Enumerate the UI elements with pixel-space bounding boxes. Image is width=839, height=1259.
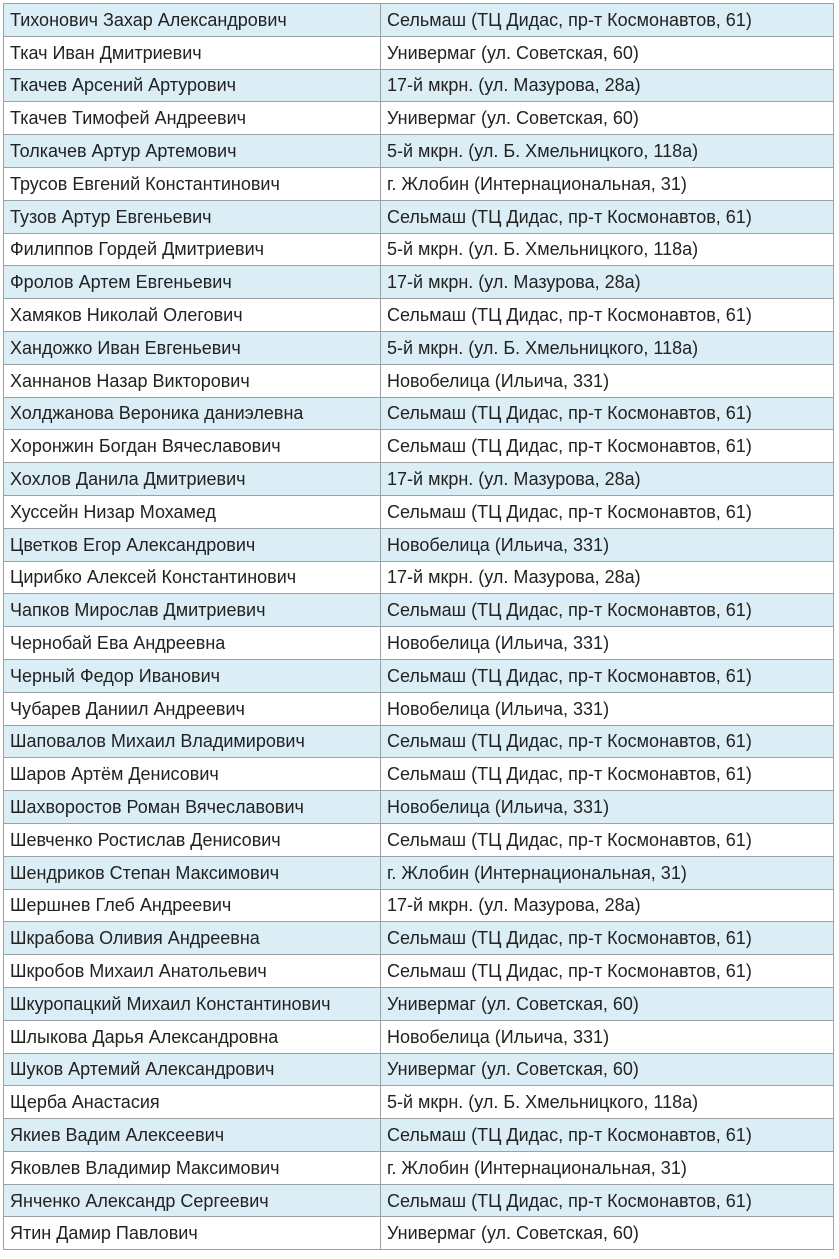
- student-name-cell: Шаповалов Михаил Владимирович: [4, 725, 381, 758]
- table-row: [4, 69, 834, 102]
- location-cell: Универмаг (ул. Советская, 60): [381, 1053, 834, 1086]
- location-cell: 17-й мкрн. (ул. Мазурова, 28а): [381, 463, 834, 496]
- table-row: [4, 561, 834, 594]
- student-name-cell: Ханнанов Назар Викторович: [4, 364, 381, 397]
- table-row: [4, 528, 834, 561]
- student-name-cell: Шуков Артемий Александрович: [4, 1053, 381, 1086]
- student-name-cell: Чубарев Даниил Андреевич: [4, 692, 381, 725]
- location-cell: г. Жлобин (Интернациональная, 31): [381, 856, 834, 889]
- student-name-cell: Шкробов Михаил Анатольевич: [4, 955, 381, 988]
- table-row: [4, 331, 834, 364]
- student-name-cell: Трусов Евгений Константинович: [4, 167, 381, 200]
- student-name-cell: Ткачев Тимофей Андреевич: [4, 102, 381, 135]
- location-cell: Новобелица (Ильича, 331): [381, 1020, 834, 1053]
- table-row: [4, 823, 834, 856]
- student-name-cell: Шкуропацкий Михаил Константинович: [4, 987, 381, 1020]
- location-cell: Универмаг (ул. Советская, 60): [381, 1217, 834, 1250]
- location-cell: 5-й мкрн. (ул. Б. Хмельницкого, 118а): [381, 135, 834, 168]
- table-row: [4, 659, 834, 692]
- student-name-cell: Хохлов Данила Дмитриевич: [4, 463, 381, 496]
- student-name-cell: Ткачев Арсений Артурович: [4, 69, 381, 102]
- location-cell: Новобелица (Ильича, 331): [381, 528, 834, 561]
- table-row: [4, 4, 834, 37]
- table-row: [4, 135, 834, 168]
- student-name-cell: Ткач Иван Дмитриевич: [4, 36, 381, 69]
- location-cell: Сельмаш (ТЦ Дидас, пр-т Космонавтов, 61): [381, 758, 834, 791]
- location-cell: 17-й мкрн. (ул. Мазурова, 28а): [381, 889, 834, 922]
- student-name-cell: Фролов Артем Евгеньевич: [4, 266, 381, 299]
- location-cell: Сельмаш (ТЦ Дидас, пр-т Космонавтов, 61): [381, 823, 834, 856]
- location-cell: Универмаг (ул. Советская, 60): [381, 987, 834, 1020]
- student-name-cell: Шахворостов Роман Вячеславович: [4, 791, 381, 824]
- student-name-cell: Тузов Артур Евгеньевич: [4, 200, 381, 233]
- student-name-cell: Чернобай Ева Андреевна: [4, 627, 381, 660]
- location-cell: Новобелица (Ильича, 331): [381, 791, 834, 824]
- table-row: [4, 233, 834, 266]
- location-cell: 17-й мкрн. (ул. Мазурова, 28а): [381, 266, 834, 299]
- table-row: [4, 955, 834, 988]
- table-row: [4, 1086, 834, 1119]
- table-row: [4, 856, 834, 889]
- location-cell: 17-й мкрн. (ул. Мазурова, 28а): [381, 69, 834, 102]
- table-row: [4, 889, 834, 922]
- location-cell: Универмаг (ул. Советская, 60): [381, 102, 834, 135]
- table-row: [4, 430, 834, 463]
- student-name-cell: Цветков Егор Александрович: [4, 528, 381, 561]
- table-row: [4, 1020, 834, 1053]
- student-name-cell: Шаров Артём Денисович: [4, 758, 381, 791]
- student-name-cell: Цирибко Алексей Константинович: [4, 561, 381, 594]
- table-row: [4, 495, 834, 528]
- student-name-cell: Шевченко Ростислав Денисович: [4, 823, 381, 856]
- table-row: [4, 1053, 834, 1086]
- location-cell: Сельмаш (ТЦ Дидас, пр-т Космонавтов, 61): [381, 659, 834, 692]
- student-name-cell: Щерба Анастасия: [4, 1086, 381, 1119]
- student-name-cell: Шендриков Степан Максимович: [4, 856, 381, 889]
- location-cell: Сельмаш (ТЦ Дидас, пр-т Космонавтов, 61): [381, 594, 834, 627]
- student-name-cell: Хамяков Николай Олегович: [4, 299, 381, 332]
- student-name-cell: Холджанова Вероника даниэлевна: [4, 397, 381, 430]
- location-cell: Новобелица (Ильича, 331): [381, 692, 834, 725]
- table-row: [4, 167, 834, 200]
- table-row: [4, 299, 834, 332]
- student-name-cell: Шлыкова Дарья Александровна: [4, 1020, 381, 1053]
- table-row: [4, 463, 834, 496]
- students-table: [3, 3, 834, 1250]
- table-row: [4, 725, 834, 758]
- location-cell: Сельмаш (ТЦ Дидас, пр-т Космонавтов, 61): [381, 495, 834, 528]
- location-cell: Новобелица (Ильича, 331): [381, 627, 834, 660]
- table-row: [4, 200, 834, 233]
- location-cell: Сельмаш (ТЦ Дидас, пр-т Космонавтов, 61): [381, 725, 834, 758]
- table-row: [4, 791, 834, 824]
- student-name-cell: Яковлев Владимир Максимович: [4, 1151, 381, 1184]
- student-name-cell: Янченко Александр Сергеевич: [4, 1184, 381, 1217]
- table-row: [4, 627, 834, 660]
- student-name-cell: Хуссейн Низар Мохамед: [4, 495, 381, 528]
- student-name-cell: Ятин Дамир Павлович: [4, 1217, 381, 1250]
- location-cell: Сельмаш (ТЦ Дидас, пр-т Космонавтов, 61): [381, 922, 834, 955]
- student-name-cell: Хоронжин Богдан Вячеславович: [4, 430, 381, 463]
- location-cell: 5-й мкрн. (ул. Б. Хмельницкого, 118а): [381, 331, 834, 364]
- location-cell: г. Жлобин (Интернациональная, 31): [381, 1151, 834, 1184]
- student-name-cell: Черный Федор Иванович: [4, 659, 381, 692]
- table-row: [4, 987, 834, 1020]
- table-row: [4, 1119, 834, 1152]
- table-row: [4, 692, 834, 725]
- location-cell: Универмаг (ул. Советская, 60): [381, 36, 834, 69]
- table-row: [4, 1184, 834, 1217]
- table-row: [4, 922, 834, 955]
- location-cell: 17-й мкрн. (ул. Мазурова, 28а): [381, 561, 834, 594]
- table-body: [4, 4, 834, 1250]
- location-cell: Новобелица (Ильича, 331): [381, 364, 834, 397]
- table-row: [4, 266, 834, 299]
- table-row: [4, 364, 834, 397]
- student-name-cell: Филиппов Гордей Дмитриевич: [4, 233, 381, 266]
- location-cell: Сельмаш (ТЦ Дидас, пр-т Космонавтов, 61): [381, 200, 834, 233]
- location-cell: г. Жлобин (Интернациональная, 31): [381, 167, 834, 200]
- location-cell: Сельмаш (ТЦ Дидас, пр-т Космонавтов, 61): [381, 299, 834, 332]
- location-cell: Сельмаш (ТЦ Дидас, пр-т Космонавтов, 61): [381, 1119, 834, 1152]
- table-row: [4, 1217, 834, 1250]
- location-cell: 5-й мкрн. (ул. Б. Хмельницкого, 118а): [381, 233, 834, 266]
- student-name-cell: Чапков Мирослав Дмитриевич: [4, 594, 381, 627]
- student-name-cell: Шкрабова Оливия Андреевна: [4, 922, 381, 955]
- student-name-cell: Хандожко Иван Евгеньевич: [4, 331, 381, 364]
- location-cell: Сельмаш (ТЦ Дидас, пр-т Космонавтов, 61): [381, 4, 834, 37]
- student-name-cell: Якиев Вадим Алексеевич: [4, 1119, 381, 1152]
- student-name-cell: Тихонович Захар Александрович: [4, 4, 381, 37]
- location-cell: Сельмаш (ТЦ Дидас, пр-т Космонавтов, 61): [381, 430, 834, 463]
- table-row: [4, 36, 834, 69]
- table-row: [4, 594, 834, 627]
- location-cell: 5-й мкрн. (ул. Б. Хмельницкого, 118а): [381, 1086, 834, 1119]
- student-name-cell: Толкачев Артур Артемович: [4, 135, 381, 168]
- table-row: [4, 1151, 834, 1184]
- location-cell: Сельмаш (ТЦ Дидас, пр-т Космонавтов, 61): [381, 955, 834, 988]
- table-row: [4, 758, 834, 791]
- table-row: [4, 397, 834, 430]
- student-name-cell: Шершнев Глеб Андреевич: [4, 889, 381, 922]
- location-cell: Сельмаш (ТЦ Дидас, пр-т Космонавтов, 61): [381, 397, 834, 430]
- table-row: [4, 102, 834, 135]
- location-cell: Сельмаш (ТЦ Дидас, пр-т Космонавтов, 61): [381, 1184, 834, 1217]
